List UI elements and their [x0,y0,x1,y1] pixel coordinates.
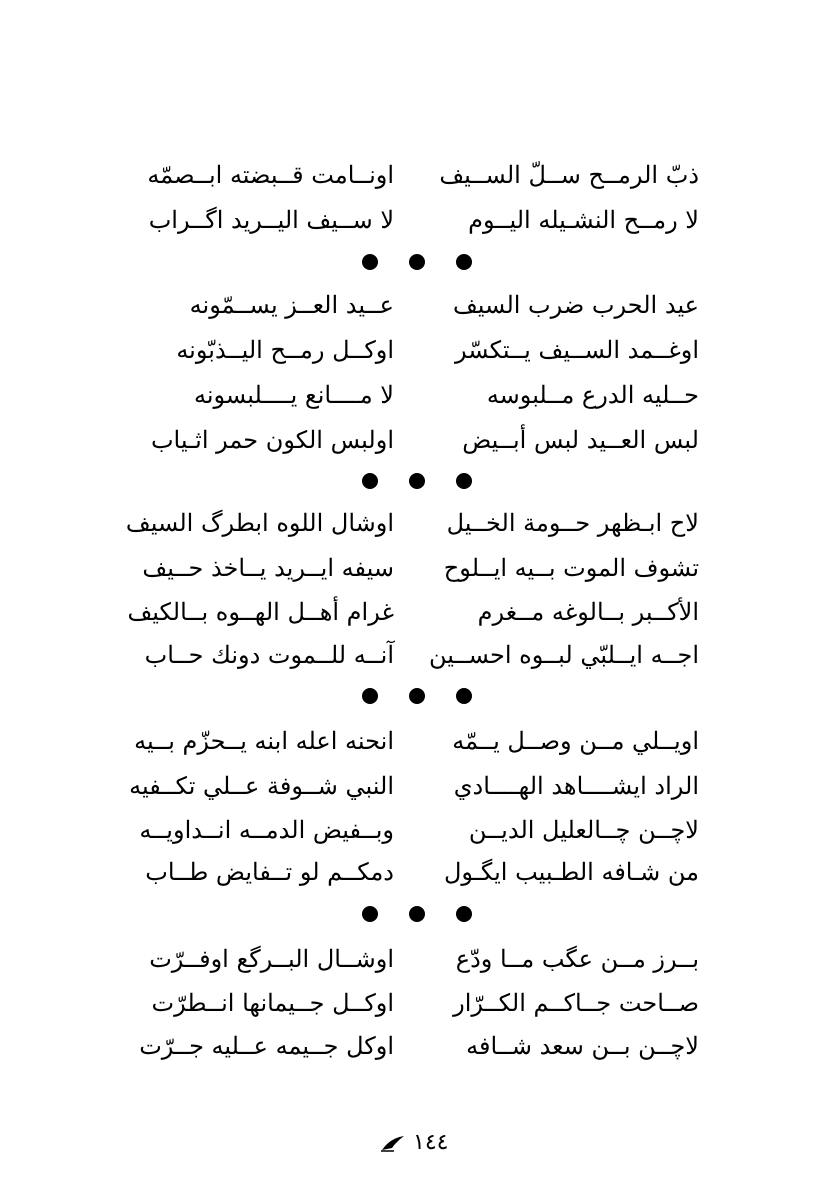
verse-right: من شـافه الطـبيب ايگـول [443,858,699,886]
verse-right: اويــلي مــن وصــل يــمّه [452,727,699,755]
page-number-value: ١٤٤ [413,1130,449,1155]
page-number [380,1130,448,1156]
verse-right: اجــه ايــلبّي لبــوه احســين [429,641,699,669]
stanza-divider [362,473,472,489]
verse-right: صــاحت جــاكــم الكــرّار [453,989,699,1017]
verse-left: دمكــم لو تــفايض طــاب [145,858,394,886]
verse-left: وبــفيض الدمــه انــداويــه [139,816,394,844]
verse-right: لا رمــح النشـيله اليــوم [468,206,699,234]
verse-right: الراد ايشــــاهد الهــــادي [453,772,699,800]
divider-dot [456,473,472,489]
divider-dot [409,688,425,704]
verse-left: عــيد العــز يســمّونه [189,291,394,319]
stanza-divider [362,254,472,270]
verse-left: انحنه اعله ابنه يــحزّم بــيه [134,727,394,755]
divider-dot [362,906,378,922]
divider-dot [362,688,378,704]
verse-left: اوكــل جــيمانها انــطرّت [151,989,394,1017]
stanza-divider [362,906,472,922]
divider-dot [362,473,378,489]
verse-right: لاچــن چــالعليل الديــن [468,816,699,844]
divider-dot [409,254,425,270]
verse-left: اوشــال البــرگع اوفــرّت [149,945,394,973]
verse-right: حــليه الدرع مــلبوسه [486,381,699,409]
verse-right: ذبّ الرمــح ســلّ الســيف [439,161,699,189]
verse-left: لا مــــانع يــــلبسونه [193,381,394,409]
verse-right: لاچــن بــن سعد شــافه [466,1032,699,1060]
divider-dot [409,473,425,489]
verse-right: بــرز مــن عگب مــا ودّع [455,945,699,973]
verse-right: اوغــمد الســيف يــتكسّر [454,336,699,364]
divider-dot [362,254,378,270]
verse-left: اولبس الكون حمر اثـياب [150,426,394,454]
verse-right: لاح ابـظهر حــومة الخــيل [446,509,699,537]
verse-left: آنــه للــموت دونك حــاب [144,641,394,669]
divider-dot [456,254,472,270]
verse-left: النبي شــوفة عــلي تكــفيه [129,772,394,800]
verse-left: سيفه ايــريد يــاخذ حــيف [142,554,394,582]
verse-left: اوكــل رمــح اليــذبّونه [176,336,394,364]
divider-dot [456,906,472,922]
verse-right: لبس العــيد لبس أبــيض [462,426,699,454]
verse-left: غرام أهــل الهــوه بــالكيف [127,598,394,626]
verse-right: الأكــبر بــالوغه مــغرم [477,598,699,626]
verse-right: عيد الحرب ضرب السيف [452,291,699,319]
divider-dot [409,906,425,922]
quill-icon [380,1134,406,1152]
verse-left: اوشال اللوه ابطرگ السيف [125,509,394,537]
verse-left: اونــامت قــبضته ابــصمّه [147,161,394,189]
verse-right: تشوف الموت بــيه ايــلوح [443,554,699,582]
stanza-divider [362,688,472,704]
divider-dot [456,688,472,704]
verse-left: لا ســيف اليــريد اگــراب [148,206,394,234]
verse-left: اوكل جــيمه عــليه جــرّت [139,1032,394,1060]
